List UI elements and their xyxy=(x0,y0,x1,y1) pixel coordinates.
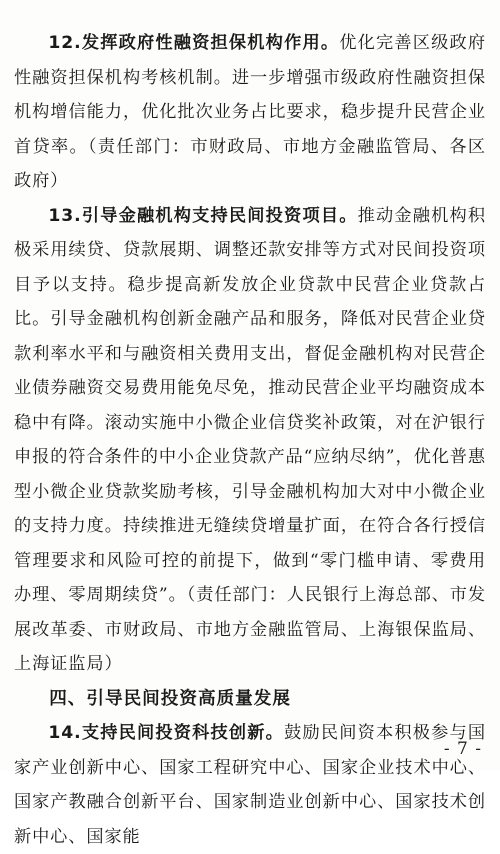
paragraph-14-body: 鼓励民间资本积极参与国家产业创新中心、国家工程研究中心、国家企业技术中心、国家产教融合创新平台、国家制造业创新中心、国家技术创新中心、国家能 xyxy=(14,723,486,847)
paragraph-13-lead: 13.引导金融机构支持民间投资项目。 xyxy=(48,205,358,226)
paragraph-12-body: 优化完善区级政府性融资担保机构考核机制。进一步增强市级政府性融资担保机构增信能力，优化批次业务占比要求，稳步提升民营企业首贷率。（责任部门：市财政局、市地方金融监管局、各区政府） xyxy=(14,33,486,191)
document-body xyxy=(14,26,486,854)
paragraph-12 xyxy=(14,26,486,199)
paragraph-14-lead: 14.支持民间投资科技创新。 xyxy=(48,723,285,743)
page-number: - 7 - xyxy=(443,739,482,759)
paragraph-14 xyxy=(14,716,486,854)
paragraph-13 xyxy=(14,199,486,682)
section-heading: 四、引导民间投资高质量发展 xyxy=(49,688,291,709)
paragraph-12-lead: 12.发挥政府性融资担保机构作用。 xyxy=(48,33,340,53)
paragraph-13-body: 推动金融机构积极采用续贷、贷款展期、调整还款安排等方式对民间投资项目予以支持。稳步提高新发放企业贷款中民营企业贷款占比。引导金融机构创新金融产品和服务，降低对民营企业贷款利率水平和与融资相关费用支出，督促金融机构对民营企业债券融资交易费用能免尽免，推动民营企业平均融资成本稳中有降。滚动实施中小微企业信贷奖补政策，对在沪银行申报的符合条件的中小企业贷款产品“应纳尽纳”，优化普惠型小微企业贷款奖励考核，引导金融机构加大对中小微企业的支持力度。持续推进无缝续贷增量扩面，在符合各行授信管理要求和风险可控的前提下，做到“零门槛申请、零费用办理、零周期续贷”。（责任部门：人民银行上海总部、市发展改革委、市财政局、市地方金融监管局、上海银保监局、上海证监局） xyxy=(14,205,486,674)
